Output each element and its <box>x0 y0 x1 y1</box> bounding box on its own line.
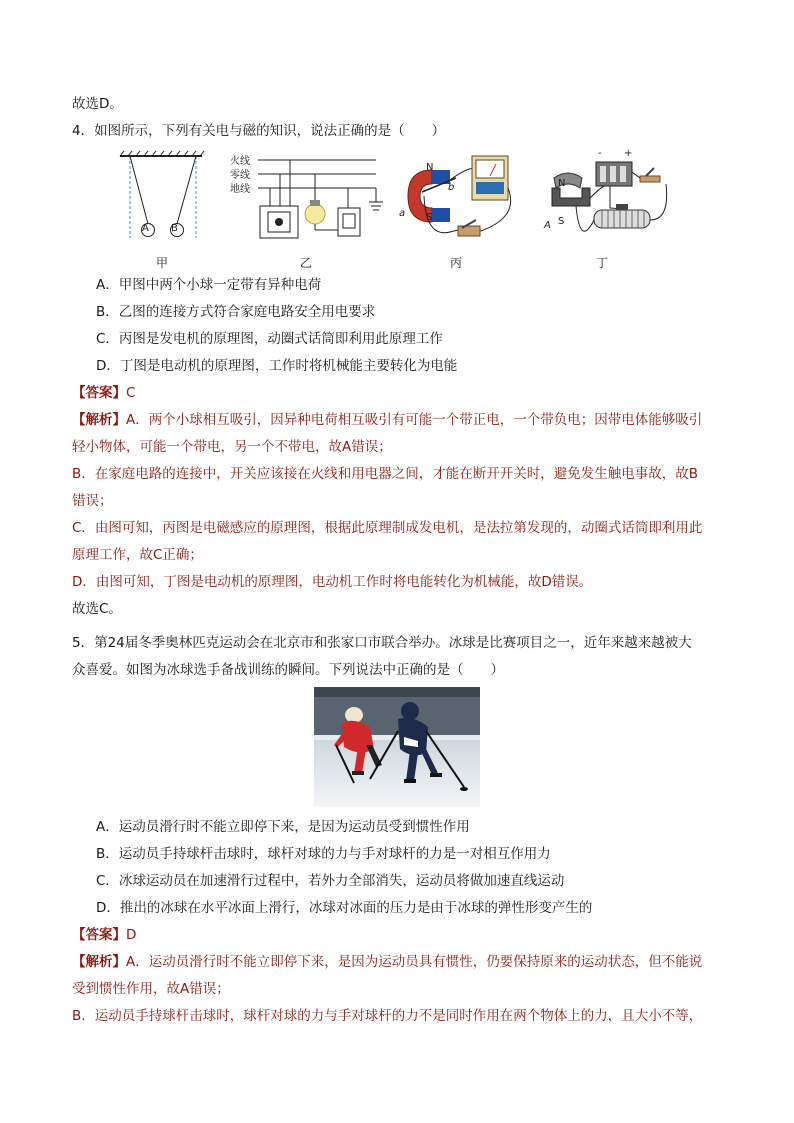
analysis-text: 原理工作，故C正确； <box>72 547 203 563</box>
question-stem: 4．如图所示，下列有关电与磁的知识，说法正确的是（ ） <box>72 123 446 139</box>
wire-ground-label: 地线 <box>230 184 250 195</box>
figure-caption-yi: 乙 <box>300 256 313 270</box>
physics-figure <box>110 148 710 270</box>
answer-tag: 【答案】 <box>72 927 126 943</box>
figure-caption-ding: 丁 <box>596 256 609 270</box>
option-d: D．推出的冰球在水平冰面上滑行，冰球对冰面的压力是由于冰球的弹性形变产生的 <box>96 900 593 916</box>
figure-yi <box>258 160 383 238</box>
question-stem: 5．第24届冬季奥林匹克运动会在北京市和张家口市联合举办。冰球是比赛项目之一，近年来越来越被大 <box>72 635 692 651</box>
magnet-n-label: N <box>426 162 434 173</box>
figure-ding <box>552 162 667 231</box>
ball-b-label: B <box>171 223 178 234</box>
analysis-text: C．由图可知，丙图是电磁感应的原理图，根据此原理制成发电机，是法拉第发现的，动圈式话筒即利用此 <box>72 520 703 536</box>
analysis-text: D．由图可知，丁图是电动机的原理图，电动机工作时将电能转化为机械能，故D错误。 <box>72 574 593 590</box>
wire-neutral-label: 零线 <box>230 170 250 181</box>
option-c: C．丙图是发电机的原理图，动圈式话筒即利用此原理工作 <box>96 331 443 347</box>
figure-caption-jia: 甲 <box>156 256 169 270</box>
option-b: B．运动员手持球杆击球时，球杆对球的力与手对球杆的力是一对相互作用力 <box>96 846 551 862</box>
figure-caption-bing: 丙 <box>450 256 463 270</box>
option-a: A．甲图中两个小球一定带有异种电荷 <box>96 277 322 293</box>
analysis-text: 错误； <box>72 493 113 509</box>
figure-jia <box>120 151 204 238</box>
analysis-text: A．运动员滑行时不能立即停下来，是因为运动员具有惯性，仍要保持原来的运动状态，但不能说 <box>126 954 703 970</box>
analysis-tag: 【解析】 <box>72 412 126 428</box>
wire-live-label: 火线 <box>230 156 250 167</box>
analysis-text: B．运动员手持球杆击球时，球杆对球的力与手对球杆的力不是同时作用在两个物体上的力，且大小不等， <box>72 1008 703 1024</box>
answer-line <box>72 925 136 945</box>
answer-tag: 【答案】 <box>72 385 126 401</box>
magnet-s-label: S <box>426 212 433 223</box>
analysis-text: 轻小物体，可能一个带电，另一个不带电，故A错误； <box>72 439 392 455</box>
motor-a-label: A <box>544 220 551 231</box>
answer-conclusion: 故选C。 <box>72 601 122 617</box>
analysis-tag: 【解析】 <box>72 954 126 970</box>
motor-n-label: N <box>558 178 566 189</box>
ice-hockey-photo <box>314 687 480 807</box>
ball-a-label: A <box>142 223 149 234</box>
analysis-text: 受到惯性作用，故A错误； <box>72 981 230 997</box>
analysis-line <box>72 410 702 430</box>
motor-s-label: S <box>558 216 565 227</box>
answer-value: D <box>126 927 137 943</box>
point-a-label: a <box>399 208 406 219</box>
option-d: D．丁图是电动机的原理图，工作时将机械能主要转化为电能 <box>96 358 458 374</box>
battery-minus-label: - <box>598 148 602 159</box>
option-b: B．乙图的连接方式符合家庭电路安全用电要求 <box>96 304 376 320</box>
battery-plus-label: + <box>624 148 633 159</box>
question-stem: 众喜爱。如图为冰球选手备战训练的瞬间。下列说法中正确的是（ ） <box>72 662 504 678</box>
analysis-text: A．两个小球相互吸引，因异种电荷相互吸引有可能一个带正电，一个带负电；因带电体能够吸引 <box>126 412 703 428</box>
option-c: C．冰球运动员在加速滑行过程中，若外力全部消失，运动员将做加速直线运动 <box>96 873 565 889</box>
analysis-text: B．在家庭电路的连接中，开关应该接在火线和用电器之间，才能在断开开关时，避免发生触电事故，故B <box>72 466 699 482</box>
answer-value: C <box>126 385 136 401</box>
figure-bing <box>408 156 511 236</box>
analysis-line <box>72 952 702 972</box>
answer-line <box>72 383 135 403</box>
option-a: A．运动员滑行时不能立即停下来，是因为运动员受到惯性作用 <box>96 819 470 835</box>
answer-conclusion: 故选D。 <box>72 96 123 112</box>
point-b-label: b <box>448 182 455 193</box>
